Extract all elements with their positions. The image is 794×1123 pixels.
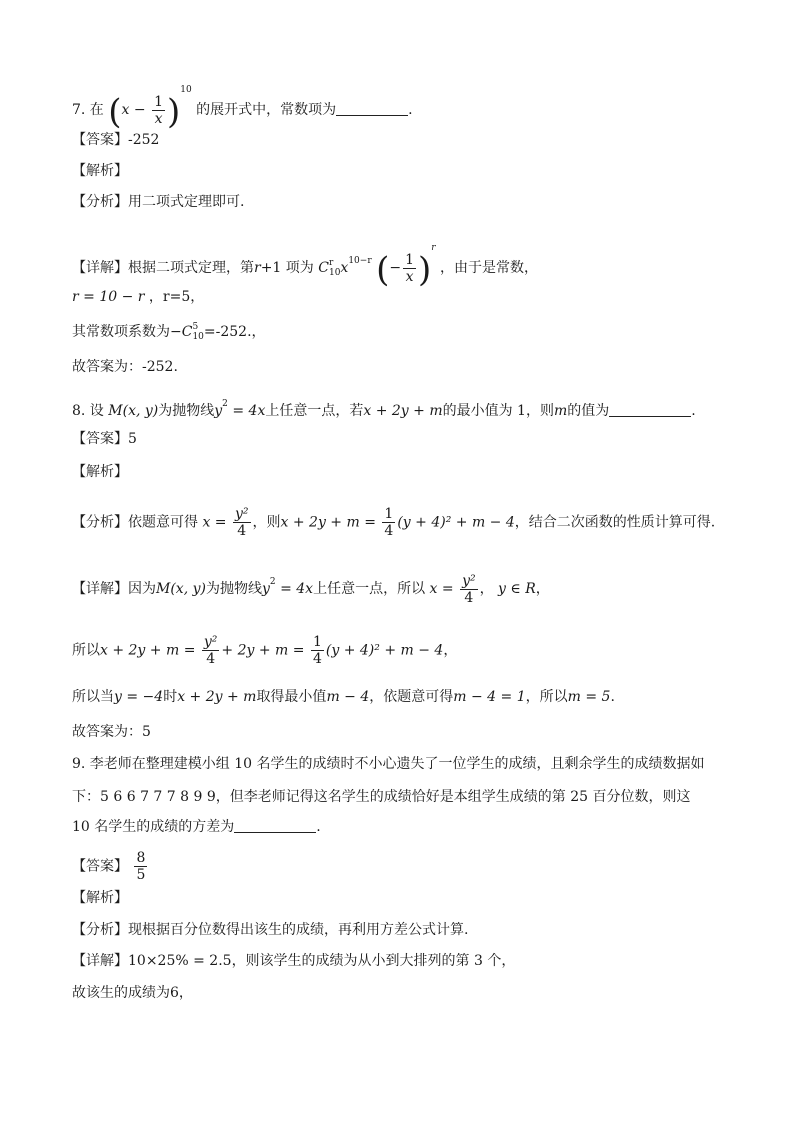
fenxi-tag: 【分析】	[72, 922, 128, 938]
q8-detail-parab-sup: 2	[269, 577, 276, 587]
q8-fenxi-b: ，则	[252, 514, 281, 531]
q7-detail-fraction: $\frac{1}{x}$	[405, 251, 414, 285]
q8-detail-e: y ∈ R	[498, 581, 536, 597]
q7-detail-text-c: ，由于是常数，	[440, 260, 539, 276]
q9-line3-text: 10 名学生的成绩的方差为	[72, 819, 235, 835]
q7-final: 故答案为：-252.	[72, 359, 178, 375]
q8-so-frac2: $\frac{1}{4}$	[312, 634, 322, 667]
q8-analysis-tag: 【解析】	[72, 464, 128, 480]
q8-detail	[72, 572, 550, 606]
q7-answer	[72, 130, 159, 150]
q7-detail: 【详解】根据二项式定理，第r+1 项为 C r 10 $x^{10-r}$ (− $\frac{1}{x}$ )$^r$ ，由于是常数，	[72, 243, 539, 290]
q8-so-tail: (y + 4)² + m − 4	[325, 642, 444, 659]
q8-when-m: m = 5	[567, 689, 611, 705]
q7-coef-result: =-252.，	[203, 324, 266, 340]
answer-tag: 【答案】	[72, 858, 128, 875]
q9-line3	[72, 817, 321, 837]
q8-when-e: ，所以	[525, 689, 568, 705]
q8-text3: 的最小值为 1，则	[442, 403, 554, 419]
q7-exponent: 10	[180, 85, 192, 95]
q8-when-eq: m − 4 = 1	[453, 689, 526, 705]
q7-binomial-sub: 10	[328, 268, 341, 278]
q7-right-paren: )	[167, 92, 181, 132]
q8-when-f: .	[610, 689, 615, 705]
q9-line3-end: .	[316, 819, 321, 835]
detail-tag: 【详解】	[72, 953, 128, 969]
q8-fenxi-c: (y + 4)² + m − 4	[397, 514, 515, 531]
q8-parabola-y: y	[214, 403, 223, 419]
q7-detail-outsup: r	[431, 243, 436, 253]
q7-detail-xsup: 10−r	[348, 256, 372, 266]
q7-detail-left-paren: (	[376, 250, 390, 290]
q8-when-y: y = −4	[114, 689, 164, 705]
q8-number: 8. 设	[72, 403, 104, 419]
q8-when-expr: x + 2y + m	[177, 689, 257, 705]
q7-fenxi	[72, 192, 244, 212]
q7-fraction: $\frac{1}{x}$	[154, 93, 163, 127]
q8-period: .	[691, 403, 696, 419]
q8-fenxi-frac2: $\frac{1}{4}$	[384, 506, 394, 539]
q8-when-min: m − 4	[326, 689, 370, 705]
q7-expr-x: x	[121, 102, 130, 118]
q8-fenxi-expr: x + 2y + m =	[280, 514, 376, 531]
q7-eq-tail: ，r=5，	[148, 289, 205, 305]
q7-fenxi-text: 用二项式定理即可.	[128, 194, 245, 210]
q8-detail-a: 因为	[128, 581, 156, 597]
q8-point-xy: (x, y)	[122, 403, 159, 419]
q8-fenxi-d: ，结合二次函数的性质计算可得.	[514, 514, 716, 531]
q8-final: 故答案为：5	[72, 724, 151, 740]
q8-detail-parab-rhs: = 4x	[275, 581, 314, 597]
q9-answer-fraction: $\frac{8}{5}$	[136, 850, 146, 883]
q9-answer	[72, 850, 149, 883]
q7-number: 7. 在	[72, 102, 104, 118]
q8-fenxi-a: 依题意可得	[128, 514, 198, 531]
fenxi-tag: 【分析】	[72, 514, 128, 531]
q9-detail	[72, 951, 515, 971]
q7-coef-text: 其常数项系数为	[72, 324, 170, 340]
q7-binomial-sup: r	[328, 258, 334, 268]
q7-equation	[72, 287, 204, 307]
q8-fenxi-x: x =	[202, 514, 227, 531]
q8-parabola-rhs: = 4x	[227, 403, 266, 419]
q7-answer-blank	[336, 101, 408, 116]
q7-detail-right-paren: )	[418, 250, 432, 290]
q8-expr: x + 2y + m	[363, 403, 443, 419]
q7-detail-text-b: +1 项为	[260, 260, 314, 276]
q9-final-b: ，	[178, 985, 193, 1001]
q8-detail-m: M	[156, 581, 171, 597]
q8-detail-d: ，	[479, 581, 494, 597]
q8-text2: 上任意一点，若	[265, 403, 364, 419]
q8-detail-parab-y: y	[261, 581, 270, 597]
q7-answer-value: -252	[128, 132, 160, 148]
answer-tag: 【答案】	[72, 132, 128, 148]
q7-coef-sup: 5	[192, 322, 199, 332]
detail-tag: 【详解】	[72, 581, 128, 597]
q7-expr-minus: −	[133, 102, 146, 118]
q8-so	[72, 634, 457, 667]
q9-line2: 下：5 6 6 7 7 7 8 9 9，但李老师记得这名学生的成绩恰好是本组学生成绩的第 25 百分位数，则这	[72, 789, 691, 805]
q8-detail-xy: (x, y)	[170, 581, 206, 597]
q8-so-expr: x + 2y + m =	[100, 642, 196, 659]
q9-final-val: 6	[170, 985, 179, 1001]
q8-answer-value: 5	[128, 431, 137, 447]
q8-detail-f: ，	[535, 581, 550, 597]
q8-detail-frac: $\frac{\text{y²}}{4}$	[462, 572, 476, 606]
q8-fenxi	[72, 506, 715, 539]
fenxi-tag: 【分析】	[72, 194, 128, 210]
q7-detail-r: r	[254, 260, 261, 276]
q9-fenxi-text: 现根据百分位数得出该生的成绩，再利用方差公式计算.	[128, 922, 469, 938]
answer-tag: 【答案】	[72, 431, 128, 447]
q7-binomial-c: C	[318, 260, 329, 276]
q8-so-a: 所以	[72, 642, 100, 659]
q8-when	[72, 687, 615, 707]
q8-parabola-sup: 2	[222, 399, 228, 409]
q8-when-b: 时	[163, 689, 178, 705]
q8-m: m	[553, 403, 568, 419]
q8-when-d: ，依题意可得	[369, 689, 454, 705]
q8-detail-b: 为抛物线	[205, 581, 262, 597]
q7-detail-text-a: 根据二项式定理，第	[128, 260, 254, 276]
q9-answer-blank	[234, 818, 316, 833]
q9-detail-a: ，则该学生的成绩为从小到大排列的第 3 个，	[231, 953, 516, 969]
q8-so-frac: $\frac{\text{y²}}{4}$	[203, 634, 218, 667]
q8-so-mid: + 2y + m =	[221, 642, 305, 659]
q7-detail-x: x	[340, 260, 349, 276]
q7-analysis-tag: 【解析】	[72, 163, 128, 179]
q9-detail-expr: 10×25% = 2.5	[128, 953, 232, 969]
q8-when-a: 所以当	[72, 689, 114, 705]
q8-text1: 为抛物线	[158, 403, 215, 419]
q7-coefficient	[72, 322, 266, 342]
q9-final	[72, 983, 193, 1003]
q8-text4: 的值为	[567, 403, 610, 419]
q7-coef-sub: 10	[192, 332, 204, 342]
q8-so-end: ，	[443, 642, 458, 659]
q7-left-paren: (	[108, 92, 122, 132]
q9-line1: 9. 李老师在整理建模小组 10 名学生的成绩时不小心遗失了一位学生的成绩，且剩余学生的成绩数据如	[72, 756, 705, 772]
q7-coef-c: −C	[170, 324, 193, 340]
q9-final-a: 故该生的成绩为	[72, 985, 170, 1001]
q8-answer-blank	[609, 402, 691, 417]
q9-analysis-tag: 【解析】	[72, 890, 128, 906]
q7-eq-line: r = 10 − r	[72, 289, 145, 305]
q8-point-m: M	[108, 403, 123, 419]
q8-fenxi-frac: $\frac{\text{y²}}{4}$	[234, 506, 249, 539]
q9-fenxi	[72, 920, 468, 940]
q7-tail: 的展开式中，常数项为	[196, 102, 337, 118]
q8-detail-c: 上任意一点，所以	[313, 581, 426, 597]
q8-when-c: 取得最小值	[256, 689, 327, 705]
q8-answer	[72, 429, 137, 449]
q7-question: 7. 在 (x − $\frac{1}{x}$ )$^{10}$ 的展开式中，常数项为 .	[72, 85, 413, 132]
detail-tag: 【详解】	[72, 260, 128, 276]
q8-question	[72, 394, 696, 421]
q8-detail-x: x =	[429, 581, 454, 597]
